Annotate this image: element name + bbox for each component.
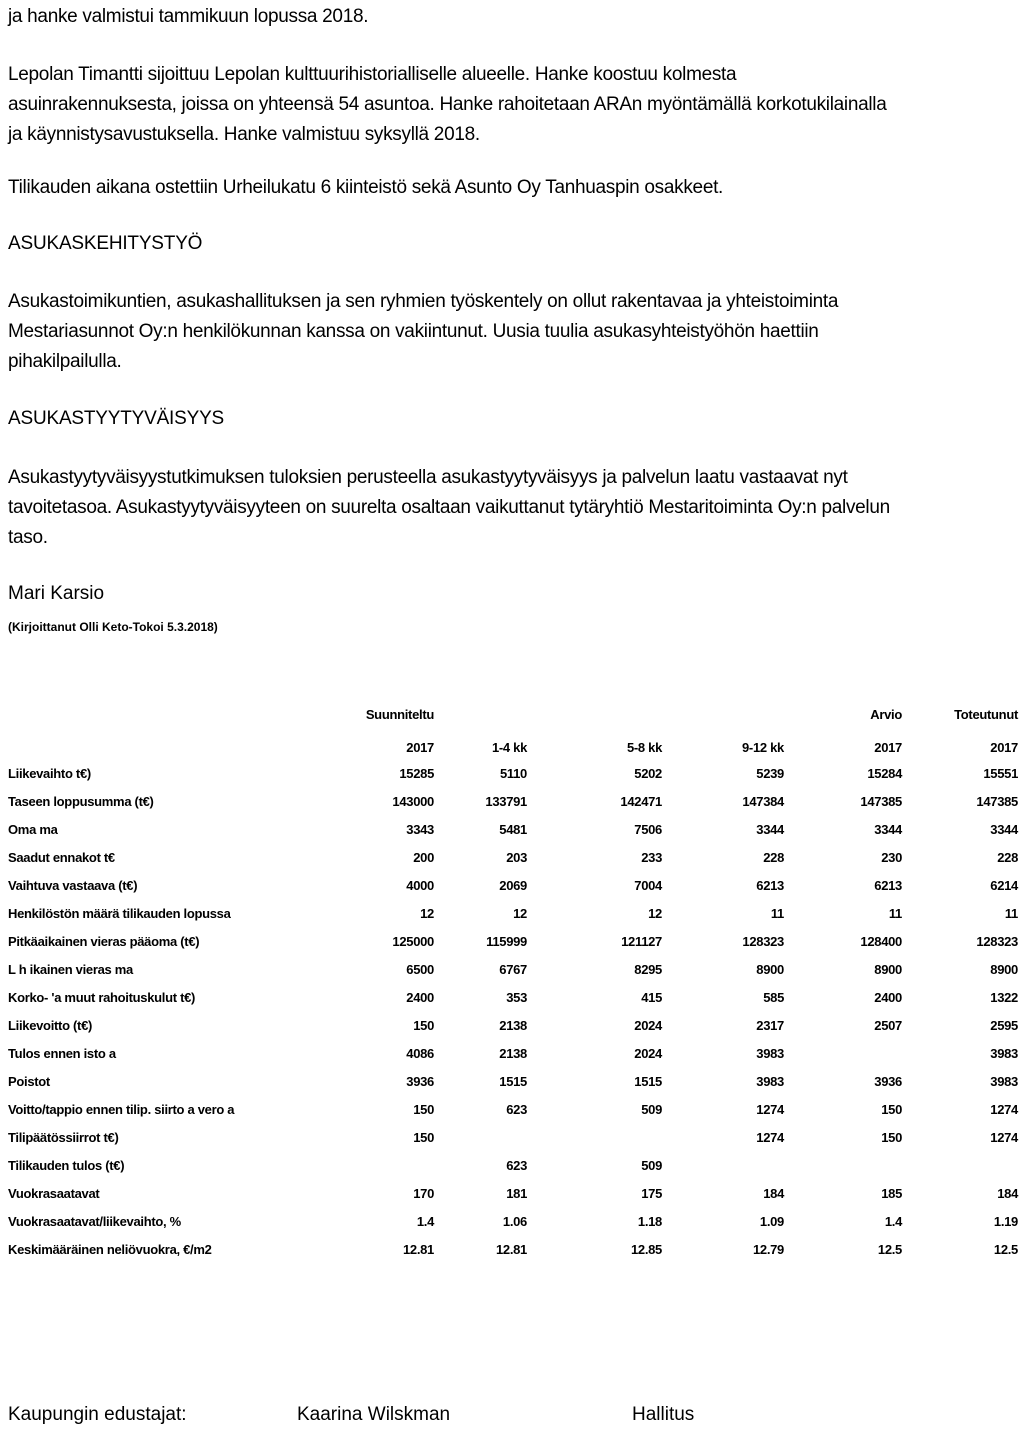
table-cell: 150 bbox=[881, 1102, 902, 1117]
table-cell: 509 bbox=[641, 1158, 662, 1173]
table-cell: 2138 bbox=[499, 1046, 527, 1061]
table-cell: 1.19 bbox=[993, 1214, 1018, 1229]
table-row bbox=[0, 934, 1024, 962]
section-body-asukaskehitystyo bbox=[8, 287, 1018, 377]
table-cell: 147384 bbox=[742, 794, 784, 809]
table-cell: 2317 bbox=[756, 1018, 784, 1033]
table-cell: 3343 bbox=[406, 822, 434, 837]
table-row bbox=[0, 878, 1024, 906]
table-cell: 2595 bbox=[990, 1018, 1018, 1033]
table-cell: 128323 bbox=[742, 934, 784, 949]
table-cell: 3936 bbox=[406, 1074, 434, 1089]
table-cell: 1274 bbox=[990, 1130, 1018, 1145]
table-row bbox=[0, 906, 1024, 934]
signature-note: (Kirjoittanut Olli Keto-Tokoi 5.3.2018) bbox=[8, 620, 218, 634]
row-label: Vuokrasaatavat bbox=[8, 1186, 100, 1201]
text-line: Tilikauden aikana ostettiin Urheilukatu 6 kiinteistö sekä Asunto Oy Tanhuaspin osakkeet. bbox=[8, 177, 724, 198]
row-label: Oma ma bbox=[8, 822, 58, 837]
row-label: Henkilöstön määrä tilikauden lopussa bbox=[8, 906, 231, 921]
table-cell: 233 bbox=[641, 850, 662, 865]
row-label: Vaihtuva vastaava (t€) bbox=[8, 878, 138, 893]
table-cell: 2400 bbox=[406, 990, 434, 1005]
representative-name: Kaarina Wilskman bbox=[297, 1404, 451, 1425]
text-line: asuinrakennuksesta, joissa on yhteensä 54 asuntoa. Hanke rahoitetaan ARAn myöntämällä korkotukilainalla bbox=[8, 94, 887, 115]
table-cell: 133791 bbox=[485, 794, 527, 809]
table-row bbox=[0, 990, 1024, 1018]
table-cell: 3983 bbox=[990, 1074, 1018, 1089]
text-line: Asukastoimikuntien, asukashallituksen ja sen ryhmien työskentely on ollut rakentavaa ja yhteistoiminta bbox=[8, 291, 839, 312]
table-cell: 184 bbox=[997, 1186, 1018, 1201]
row-label: Korko- 'a muut rahoituskulut t€) bbox=[8, 990, 196, 1005]
signature-name: Mari Karsio bbox=[8, 583, 105, 604]
table-cell: 12.85 bbox=[630, 1242, 662, 1257]
table-cell: 1322 bbox=[990, 990, 1018, 1005]
table-cell: 170 bbox=[413, 1186, 434, 1201]
table-cell: 150 bbox=[881, 1130, 902, 1145]
table-cell: 128400 bbox=[860, 934, 902, 949]
table-cell: 11 bbox=[1004, 906, 1018, 921]
table-cell: 150 bbox=[413, 1102, 434, 1117]
table-cell: 150 bbox=[413, 1018, 434, 1033]
table-cell: 1274 bbox=[756, 1102, 784, 1117]
table-cell: 585 bbox=[763, 990, 784, 1005]
section-heading-asukastyytyvaisyys: ASUKASTYYTYVÄISYYS bbox=[8, 408, 225, 429]
column-header: 5-8 kk bbox=[626, 740, 662, 755]
table-cell: 5481 bbox=[499, 822, 527, 837]
table-cell: 5239 bbox=[756, 766, 784, 781]
intro-paragraph-3 bbox=[8, 173, 1018, 203]
column-header: 9-12 kk bbox=[742, 740, 784, 755]
text-line: taso. bbox=[8, 527, 48, 548]
table-cell: 203 bbox=[506, 850, 527, 865]
table-cell: 147385 bbox=[860, 794, 902, 809]
row-label: Voitto/tappio ennen tilip. siirto a vero a bbox=[8, 1102, 235, 1117]
column-header: Suunniteltu bbox=[365, 707, 434, 722]
table-cell: 2138 bbox=[499, 1018, 527, 1033]
table-cell: 5110 bbox=[499, 766, 527, 781]
table-cell: 623 bbox=[506, 1102, 527, 1117]
column-header: Toteutunut bbox=[954, 707, 1018, 722]
text-line: ja käynnistysavustuksella. Hanke valmistuu syksyllä 2018. bbox=[8, 124, 480, 145]
row-label: Tilipäätössiirrot t€) bbox=[8, 1130, 119, 1145]
table-cell: 230 bbox=[881, 850, 902, 865]
table-body bbox=[0, 766, 1024, 1270]
table-cell: 8295 bbox=[634, 962, 662, 977]
intro-paragraph-2 bbox=[8, 60, 1018, 150]
table-cell: 121127 bbox=[621, 934, 662, 949]
table-cell: 1.09 bbox=[759, 1214, 784, 1229]
table-cell: 623 bbox=[506, 1158, 527, 1173]
table-cell: 6214 bbox=[990, 878, 1018, 893]
row-label: Liikevaihto t€) bbox=[8, 766, 91, 781]
table-cell: 5202 bbox=[634, 766, 662, 781]
table-row bbox=[0, 1214, 1024, 1242]
text-line: Asukastyytyväisyystutkimuksen tuloksien perusteella asukastyytyväisyys ja palvelun laatu vastaavat nyt bbox=[8, 467, 848, 488]
table-row bbox=[0, 1018, 1024, 1046]
table-cell: 6213 bbox=[874, 878, 902, 893]
row-label: Saadut ennakot t€ bbox=[8, 850, 115, 865]
row-label: Vuokrasaatavat/liikevaihto, % bbox=[8, 1214, 181, 1229]
table-row bbox=[0, 1102, 1024, 1130]
row-label: Keskimääräinen neliövuokra, €/m2 bbox=[8, 1242, 212, 1257]
table-cell: 415 bbox=[641, 990, 662, 1005]
text-line: tavoitetasoa. Asukastyytyväisyyteen on suurelta osaltaan vaikuttanut tytäryhtiö Mestaritoiminta Oy:n palvelun bbox=[8, 497, 890, 518]
table-cell: 185 bbox=[881, 1186, 902, 1201]
table-cell: 11 bbox=[770, 906, 784, 921]
row-label: Poistot bbox=[8, 1074, 50, 1089]
table-cell: 1515 bbox=[499, 1074, 527, 1089]
table-cell: 509 bbox=[641, 1102, 662, 1117]
table-cell: 1.4 bbox=[884, 1214, 902, 1229]
table-cell: 15285 bbox=[399, 766, 434, 781]
table-cell: 2024 bbox=[634, 1018, 662, 1033]
table-row bbox=[0, 766, 1024, 794]
table-cell: 2069 bbox=[499, 878, 527, 893]
table-row bbox=[0, 822, 1024, 850]
table-cell: 1.4 bbox=[416, 1214, 434, 1229]
table-row bbox=[0, 1046, 1024, 1074]
table-cell: 15551 bbox=[983, 766, 1018, 781]
table-cell: 8900 bbox=[874, 962, 902, 977]
table-cell: 3936 bbox=[874, 1074, 902, 1089]
table-cell: 7004 bbox=[634, 878, 662, 893]
table-cell: 3983 bbox=[990, 1046, 1018, 1061]
table-cell: 142471 bbox=[620, 794, 662, 809]
table-header-row-2 bbox=[0, 735, 1024, 766]
table-cell: 4000 bbox=[406, 878, 434, 893]
table-row bbox=[0, 850, 1024, 878]
row-label: Pitkäaikainen vieras pääoma (t€) bbox=[8, 934, 200, 949]
financial-table bbox=[0, 707, 1024, 1270]
table-row bbox=[0, 962, 1024, 990]
table-row bbox=[0, 1186, 1024, 1214]
table-cell: 2400 bbox=[874, 990, 902, 1005]
table-cell: 175 bbox=[641, 1186, 662, 1201]
table-cell: 8900 bbox=[756, 962, 784, 977]
column-header: 2017 bbox=[406, 740, 434, 755]
table-row bbox=[0, 1158, 1024, 1186]
table-cell: 1515 bbox=[634, 1074, 662, 1089]
table-cell: 2024 bbox=[634, 1046, 662, 1061]
table-cell: 3344 bbox=[874, 822, 902, 837]
table-cell: 12.5 bbox=[993, 1242, 1018, 1257]
table-cell: 12.81 bbox=[402, 1242, 434, 1257]
table-cell: 12 bbox=[648, 906, 662, 921]
table-cell: 1274 bbox=[756, 1130, 784, 1145]
column-header: Arvio bbox=[870, 707, 902, 722]
table-cell: 200 bbox=[413, 850, 434, 865]
table-cell: 4086 bbox=[406, 1046, 434, 1061]
table-cell: 1274 bbox=[990, 1102, 1018, 1117]
table-row bbox=[0, 794, 1024, 822]
table-cell: 2507 bbox=[874, 1018, 902, 1033]
row-label: L h ikainen vieras ma bbox=[8, 962, 133, 977]
column-header: 2017 bbox=[874, 740, 902, 755]
table-cell: 143000 bbox=[392, 794, 434, 809]
table-cell: 1.06 bbox=[502, 1214, 527, 1229]
table-cell: 15284 bbox=[867, 766, 902, 781]
table-cell: 11 bbox=[888, 906, 902, 921]
table-cell: 353 bbox=[506, 990, 527, 1005]
column-header: 1-4 kk bbox=[491, 740, 527, 755]
table-cell: 12 bbox=[513, 906, 527, 921]
section-heading-asukaskehitystyo: ASUKASKEHITYSTYÖ bbox=[8, 233, 203, 254]
table-cell: 3344 bbox=[990, 822, 1018, 837]
column-header: 2017 bbox=[990, 740, 1018, 755]
row-label: Tilikauden tulos (t€) bbox=[8, 1158, 125, 1173]
table-cell: 228 bbox=[763, 850, 784, 865]
table-row bbox=[0, 1074, 1024, 1102]
text-line: Lepolan Timantti sijoittuu Lepolan kulttuurihistorialliselle alueelle. Hanke koostuu kolmesta bbox=[8, 64, 737, 85]
table-cell: 7506 bbox=[634, 822, 662, 837]
representatives-label: Kaupungin edustajat: bbox=[8, 1404, 187, 1425]
row-label: Taseen loppusumma (t€) bbox=[8, 794, 154, 809]
table-cell: 3983 bbox=[756, 1074, 784, 1089]
table-cell: 3344 bbox=[756, 822, 784, 837]
table-cell: 128323 bbox=[976, 934, 1018, 949]
table-cell: 115999 bbox=[486, 934, 527, 949]
intro-paragraph-1 bbox=[8, 2, 1018, 32]
table-cell: 147385 bbox=[976, 794, 1018, 809]
table-cell: 12.79 bbox=[752, 1242, 784, 1257]
table-cell: 12.5 bbox=[877, 1242, 902, 1257]
section-body-asukastyytyvaisyys bbox=[8, 463, 1018, 553]
table-row bbox=[0, 1242, 1024, 1270]
table-header-row-1 bbox=[0, 707, 1024, 735]
table-cell: 181 bbox=[506, 1186, 527, 1201]
table-cell: 6500 bbox=[406, 962, 434, 977]
table-cell: 12.81 bbox=[495, 1242, 527, 1257]
table-row bbox=[0, 1130, 1024, 1158]
row-label: Liikevoitto (t€) bbox=[8, 1018, 93, 1033]
board-label: Hallitus bbox=[632, 1404, 695, 1425]
table-cell: 6213 bbox=[756, 878, 784, 893]
text-line: Mestariasunnot Oy:n henkilökunnan kanssa on vakiintunut. Uusia tuulia asukasyhteistyöhön haettiin bbox=[8, 321, 819, 342]
table-cell: 6767 bbox=[499, 962, 527, 977]
table-cell: 228 bbox=[997, 850, 1018, 865]
table-cell: 125000 bbox=[392, 934, 434, 949]
table-cell: 1.18 bbox=[637, 1214, 662, 1229]
text-line: ja hanke valmistui tammikuun lopussa 2018. bbox=[8, 6, 369, 27]
table-cell: 12 bbox=[420, 906, 434, 921]
text-line: pihakilpailulla. bbox=[8, 351, 122, 372]
table-cell: 8900 bbox=[990, 962, 1018, 977]
row-label: Tulos ennen isto a bbox=[8, 1046, 116, 1061]
table-cell: 3983 bbox=[756, 1046, 784, 1061]
table-cell: 184 bbox=[763, 1186, 784, 1201]
table-cell: 150 bbox=[413, 1130, 434, 1145]
